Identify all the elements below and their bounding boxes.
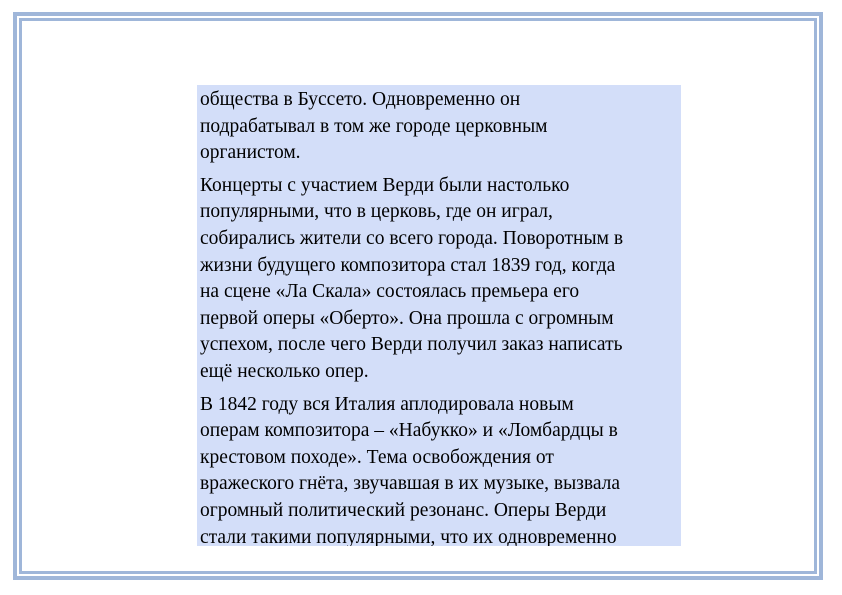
text-block — [197, 85, 681, 546]
paragraph-busseto-organist: общества в Буссето. Одновременно он подрабатывал в том же городе церковным органистом. — [200, 89, 548, 164]
paragraph-concerts-oberto: Концерты с участием Верди были настолько популярными, что в церковь, где он играл, собирались жители со всего города. Поворотным в жизни будущего композитора стал 1839 год, когда на сцене «Ла Скала» состоялась премьера его первой оперы «Оберто». Она прошла с огромным успехом, после чего Верди получил заказ написать ещё несколько опер. — [200, 174, 624, 382]
paragraph-1842-nabucco: В 1842 году вся Италия аплодировала новым операм композитора – «Набукко» и «Ломбардцы в крестовом походе». Тема освобождения от вражеского гнёта, звучавшая в их музыке, вызвала огромный политический резонанс. Оперы Верди стали такими популярными, что их одновременно — [200, 393, 621, 546]
